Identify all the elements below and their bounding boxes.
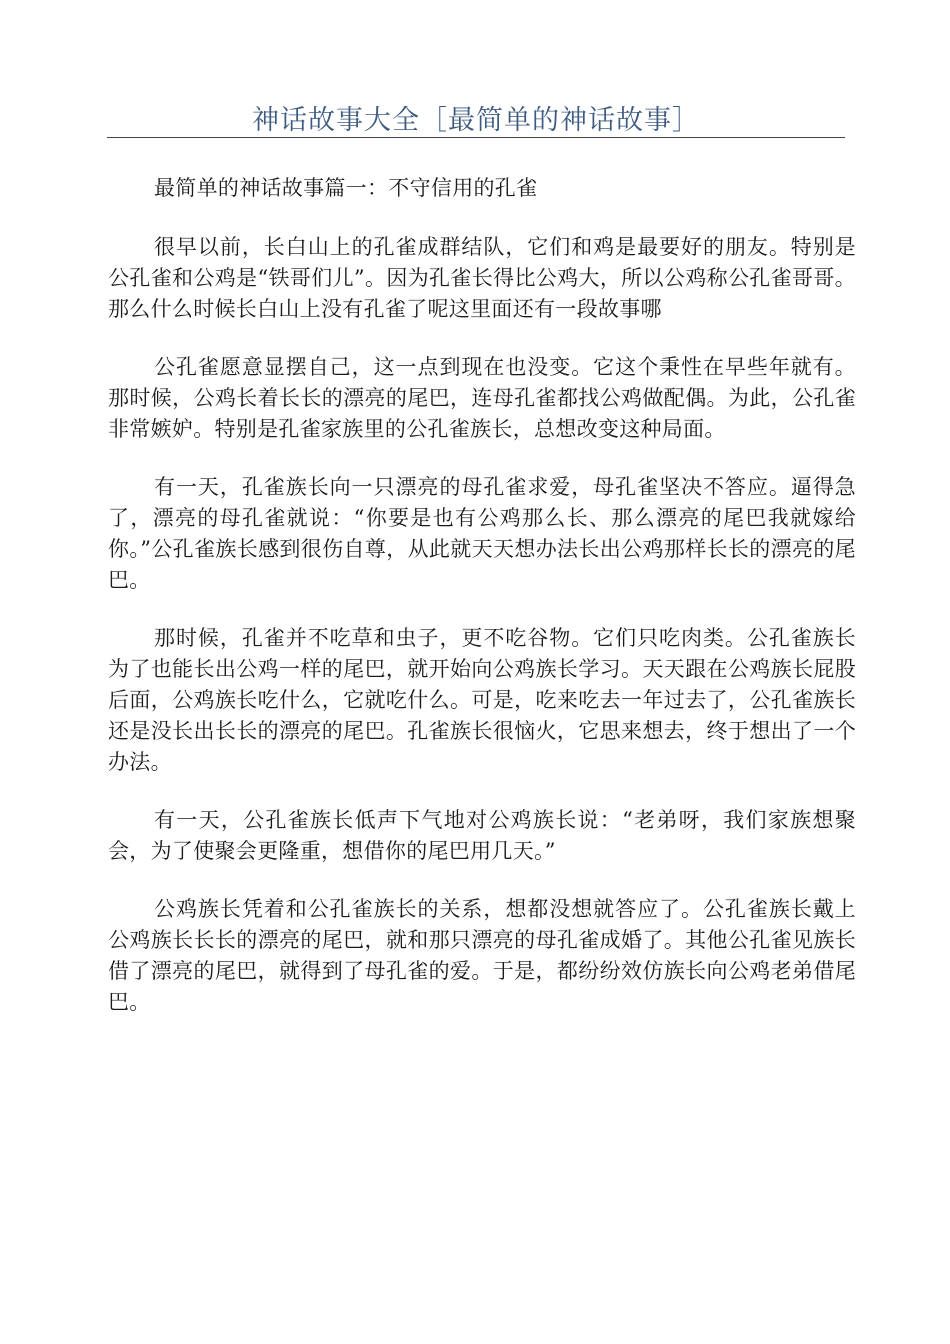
document-title: 神话故事大全［最简单的神话故事］ [252,105,700,136]
paragraph: 那时候，孔雀并不吃草和虫子，更不吃谷物。它们只吃肉类。公孔雀族长为了也能长出公鸡一样的尾巴，就开始向公鸡族长学习。天天跟在公鸡族长屁股后面，公鸡族长吃什么，它就吃什么。可是，吃来吃去一年过去了，公孔雀族长还是没长出长长的漂亮的尾巴。孔雀族长很恼火，它思来想去，终于想出了一个办法。 [108,626,856,774]
paragraph: 有一天，公孔雀族长低声下气地对公鸡族长说：“老弟呀，我们家族想聚会，为了使聚会更隆重，想借你的尾巴用几天。” [108,808,856,863]
title-underline [107,137,845,138]
paragraph: 公鸡族长凭着和公孔雀族长的关系，想都没想就答应了。公孔雀族长戴上公鸡族长长长的漂亮的尾巴，就和那只漂亮的母孔雀成婚了。其他公孔雀见族长借了漂亮的尾巴，就得到了母孔雀的爱。于是，都纷纷效仿族长向公鸡老弟借尾巴。 [108,897,856,1014]
paragraph: 很早以前，长白山上的孔雀成群结队，它们和鸡是最要好的朋友。特别是公孔雀和公鸡是“铁哥们儿”。因为孔雀长得比公鸡大，所以公鸡称公孔雀哥哥。那么什么时候长白山上没有孔雀了呢这里面还有一段故事哪 [108,235,856,321]
paragraph: 有一天，孔雀族长向一只漂亮的母孔雀求爱，母孔雀坚决不答应。逼得急了，漂亮的母孔雀就说：“你要是也有公鸡那么长、那么漂亮的尾巴我就嫁给你。”公孔雀族长感到很伤自尊，从此就天天想办法长出公鸡那样长长的漂亮的尾巴。 [108,475,856,592]
document-body [108,173,856,1045]
paragraph: 公孔雀愿意显摆自己，这一点到现在也没变。它这个秉性在早些年就有。那时候，公鸡长着长长的漂亮的尾巴，连母孔雀都找公鸡做配偶。为此，公孔雀非常嫉妒。特别是孔雀家族里的公孔雀族长，总想改变这种局面。 [108,355,856,441]
section-heading: 最简单的神话故事篇一：不守信用的孔雀 [154,176,538,200]
